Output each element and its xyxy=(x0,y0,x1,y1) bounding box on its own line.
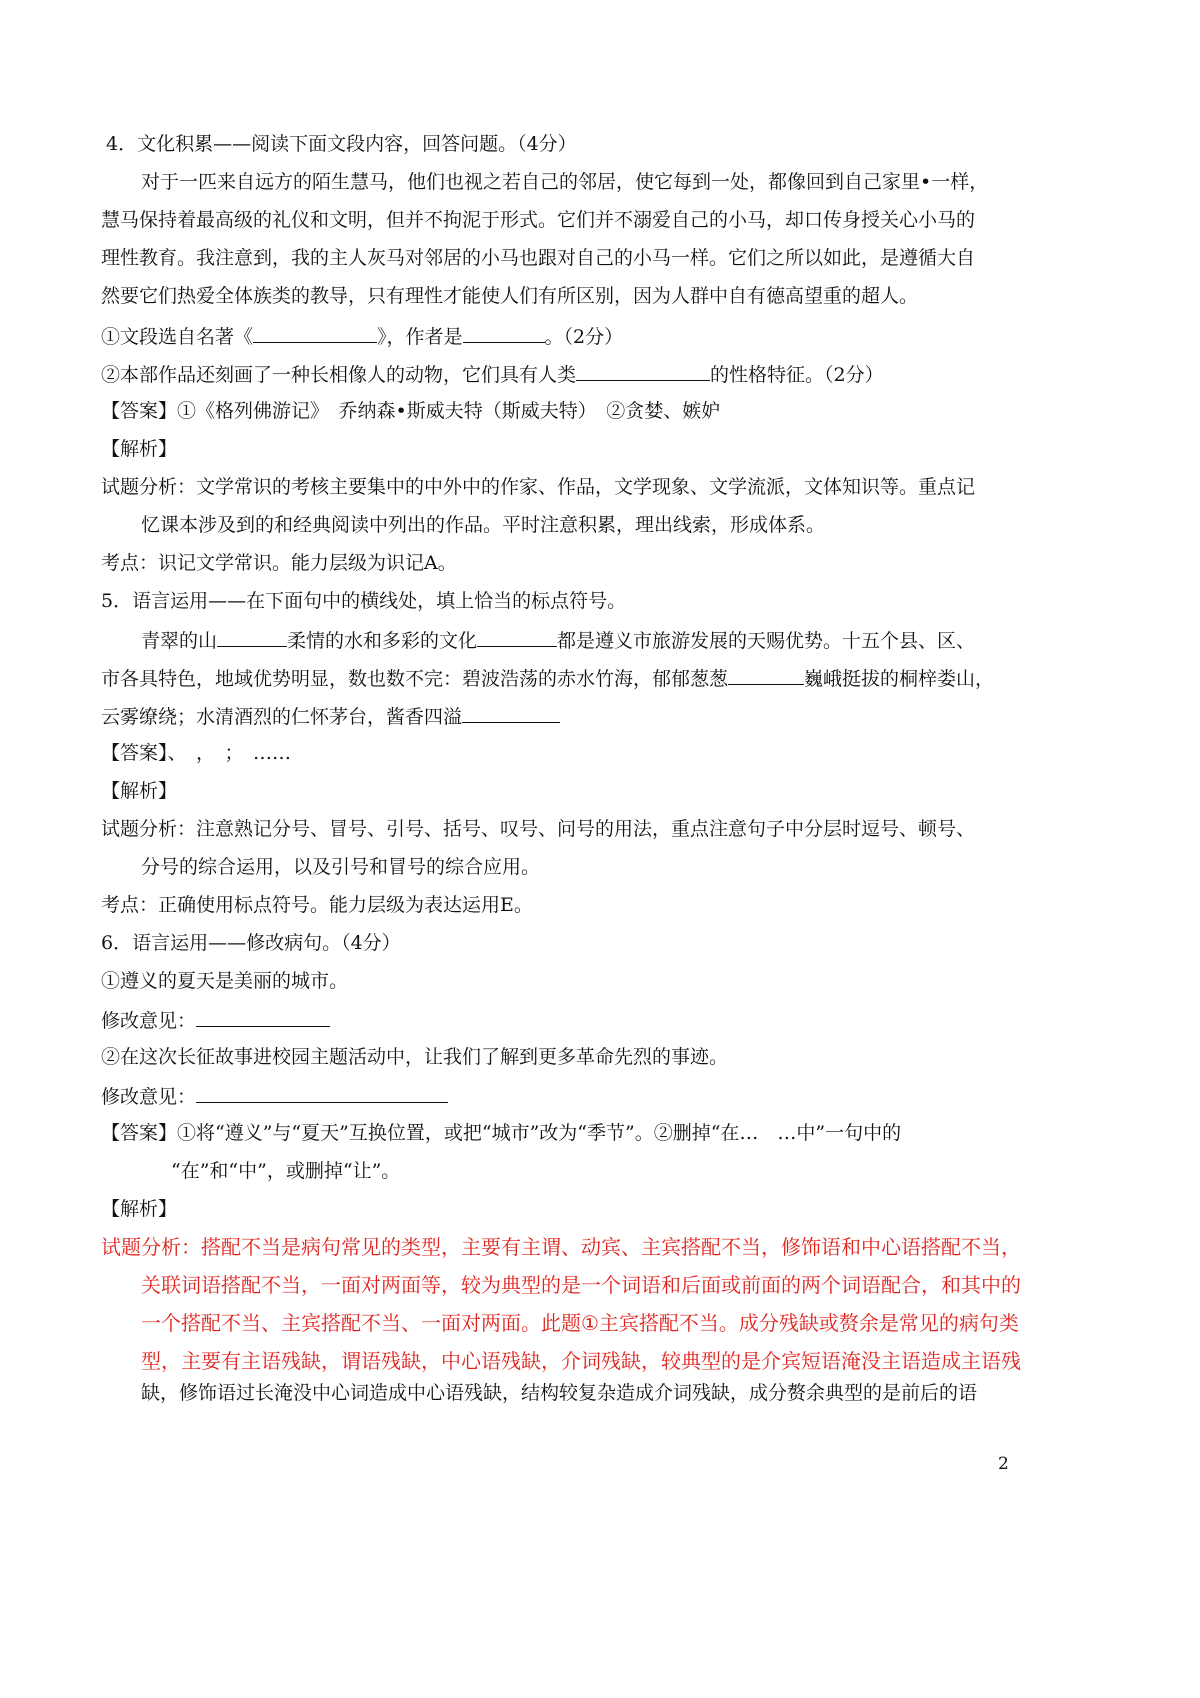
text-part: 》，作者是 xyxy=(377,326,463,348)
answer-blank xyxy=(253,320,377,343)
text-part: 。（2分） xyxy=(544,326,624,348)
text-part: 都是遵义市旅游发展的天赐优势。十五个县、区、 xyxy=(557,630,976,652)
q6-answer-line: “在”和“中”，或删掉“让”。 xyxy=(171,1160,401,1182)
q4-passage-line: 慧马保持着最高级的礼仪和文明，但并不拘泥于形式。它们并不溺爱自己的小马，却口传身授关心小马的 xyxy=(101,209,976,231)
q5-passage-line xyxy=(101,662,994,694)
text-part: 修改意见： xyxy=(101,1010,197,1032)
q5-passage-line xyxy=(101,700,560,732)
q6-heading: 6．语言运用——修改病句。（4分） xyxy=(101,932,401,954)
answer-blank xyxy=(462,700,560,723)
q6-revision-1 xyxy=(101,1004,330,1036)
q5-kaodian: 考点：正确使用标点符号。能力层级为表达运用E。 xyxy=(101,894,533,916)
q5-answer: 【答案】、 ， ； …… xyxy=(101,742,292,764)
q4-subquestion-2 xyxy=(101,358,884,390)
q4-heading: 4．文化积累——阅读下面文段内容，回答问题。（4分） xyxy=(106,133,577,155)
answer-blank xyxy=(196,1080,448,1103)
q6-sentence-2: ②在这次长征故事进校园主题活动中，让我们了解到更多革命先烈的事迹。 xyxy=(101,1046,729,1068)
q6-analysis-line: 型，主要有主语残缺，谓语残缺，中心语残缺，介词残缺，较典型的是介宾短语淹没主语造成主语残 xyxy=(141,1349,1021,1373)
answer-blank xyxy=(728,662,804,685)
q5-heading: 5．语言运用——在下面句中的横线处，填上恰当的标点符号。 xyxy=(101,590,627,612)
q4-analysis-line: 试题分析：文学常识的考核主要集中的中外中的作家、作品，文学现象、文学流派，文体知识等。重点记 xyxy=(101,476,976,498)
q5-analysis-line: 分号的综合运用，以及引号和冒号的综合应用。 xyxy=(141,856,541,878)
text-part: 的性格特征。（2分） xyxy=(710,364,884,386)
analysis-label: 【解析】 xyxy=(101,438,178,460)
q4-kaodian: 考点：识记文学常识。能力层级为识记A。 xyxy=(101,552,457,574)
text-part: ①文段选自名著《 xyxy=(101,326,254,348)
q4-passage-line: 对于一匹来自远方的陌生慧马，他们也视之若自己的邻居，使它每到一处，都像回到自己家里•一样， xyxy=(141,171,989,193)
text-part: 市各具特色，地域优势明显，数也数不完：碧波浩荡的赤水竹海，郁郁葱葱 xyxy=(101,668,729,690)
q6-analysis-line: 缺，修饰语过长淹没中心词造成中心语残缺，结构较复杂造成介词残缺，成分赘余典型的是前后的语 xyxy=(141,1382,978,1404)
text-part: 修改意见： xyxy=(101,1086,197,1108)
page-number: 2 xyxy=(998,1454,1009,1474)
answer-blank xyxy=(217,624,287,647)
q4-analysis-line: 忆课本涉及到的和经典阅读中列出的作品。平时注意积累，理出线索，形成体系。 xyxy=(141,514,826,536)
q4-passage-line: 然要它们热爱全体族类的教导，只有理性才能使人们有所区别，因为人群中自有德高望重的超人。 xyxy=(101,285,919,307)
q4-passage-line: 理性教育。我注意到，我的主人灰马对邻居的小马也跟对自己的小马一样。它们之所以如此，是遵循大自 xyxy=(101,247,976,269)
q4-answer: 【答案】①《格列佛游记》 乔纳森•斯威夫特（斯威夫特） ②贪婪、嫉妒 xyxy=(101,400,721,422)
answer-blank xyxy=(576,358,710,381)
answer-blank xyxy=(196,1004,330,1027)
q6-analysis-line: 一个搭配不当、主宾搭配不当、一面对两面。此题①主宾搭配不当。成分残缺或赘余是常见的病句类 xyxy=(141,1311,1019,1335)
q6-answer-line: 【答案】①将“遵义”与“夏天”互换位置，或把“城市”改为“季节”。②删掉“在… …中”一句中的 xyxy=(101,1122,902,1144)
q6-analysis-line: 试题分析：搭配不当是病句常见的类型，主要有主谓、动宾、主宾搭配不当，修饰语和中心语搭配不当， xyxy=(101,1235,1021,1259)
answer-blank xyxy=(463,320,545,343)
q4-subquestion-1 xyxy=(101,320,623,352)
analysis-label: 【解析】 xyxy=(101,1198,178,1220)
text-part: 青翠的山 xyxy=(141,630,218,652)
analysis-label: 【解析】 xyxy=(101,780,178,802)
q6-revision-2 xyxy=(101,1080,448,1112)
text-part: 柔情的水和多彩的文化 xyxy=(287,630,478,652)
q5-analysis-line: 试题分析：注意熟记分号、冒号、引号、括号、叹号、问号的用法，重点注意句子中分层时逗号、顿号、 xyxy=(101,818,976,840)
text-part: ②本部作品还刻画了一种长相像人的动物，它们具有人类 xyxy=(101,364,577,386)
q5-passage-line xyxy=(141,624,975,656)
text-part: 云雾缭绕；水清酒烈的仁怀茅台，酱香四溢 xyxy=(101,706,463,728)
q6-sentence-1: ①遵义的夏天是美丽的城市。 xyxy=(101,970,349,992)
answer-blank xyxy=(477,624,557,647)
text-part: 巍峨挺拔的桐梓娄山， xyxy=(804,668,995,690)
q6-analysis-line: 关联词语搭配不当，一面对两面等，较为典型的是一个词语和后面或前面的两个词语配合，和其中的 xyxy=(141,1273,1021,1297)
